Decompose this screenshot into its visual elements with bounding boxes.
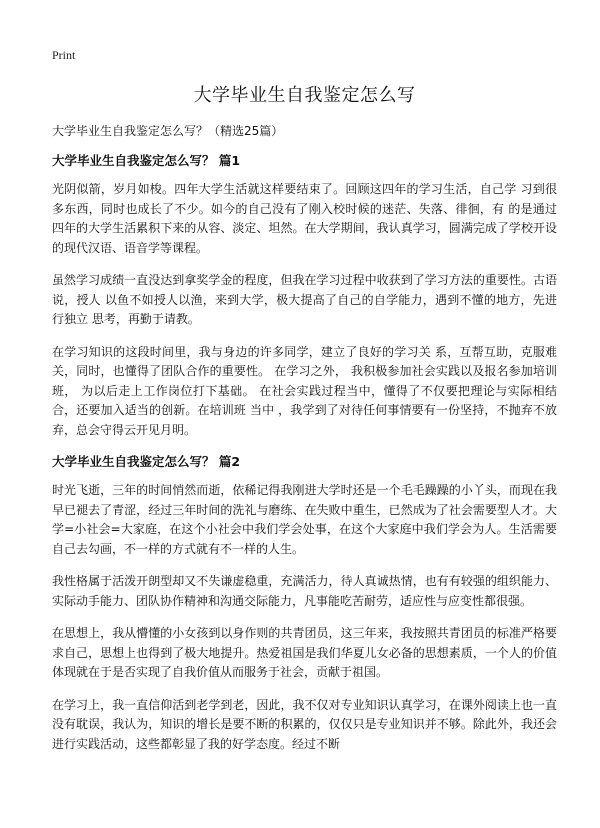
- section-heading: 大学毕业生自我鉴定怎么写？ 篇2: [52, 454, 241, 469]
- paragraph: 在学习上，我一直信仰活到老学到老，因此，我不仅对专业知识认真学习，在课外阅读上也一直没有耽误，我认为，知识的增长是要不断的积累的，仅仅只是专业知识并不够。除此外，我还会进行实践活动，这些都彰显了我的好学态度。经过不断: [52, 697, 557, 751]
- print-link[interactable]: Print: [52, 48, 76, 62]
- page-title: 大学毕业生自我鉴定怎么写: [193, 85, 416, 106]
- section-heading: 大学毕业生自我鉴定怎么写？ 篇1: [52, 153, 241, 168]
- section-2: [52, 453, 557, 754]
- paragraph: 我性格属于活泼开朗型却又不失谦虚稳重，充满活力，待人真诚热情，也有有较强的组织能力、实际动手能力、团队协作精神和沟通交际能力，凡事能吃苦耐劳，适应性与应变性都很强。: [52, 574, 557, 608]
- paragraph: 光阴似箭，岁月如梭。四年大学生活就这样要结束了。回顾这四年的学习生活，自己学 习到很多东西，同时也成长了不少。如今的自己没有了刚入校时候的迷茫、失落、徘徊，有 的是通过四年的大学生活累积下来的从容、淡定、坦然。在大学期间，我认真学习，圆满完成了学校开设的现代汉语、语音学等课程。: [52, 182, 557, 255]
- paragraph: 在思想上，我从懵懂的小女孩到以身作则的共青团员，这三年来，我按照共青团员的标准严格要求自己，思想上也得到了极大地提升。热爱祖国是我们华夏儿女必备的思想素质，一个人的价值体现就在于是否实现了自我价值从而服务于社会，贡献于祖国。: [52, 626, 557, 679]
- paragraph: 时光飞逝，三年的时间悄然而逝，依稀记得我刚进大学时还是一个毛毛躁躁的小丫头，而现在我早已褪去了青涩，经过三年时间的洗礼与磨练、在失败中重生，已然成为了社会需要型人才。大学=小社会=大家庭，在这个小社会中我们学会处事，在这个大家庭中我们学会为人。生活需要自己去勾画，不一样的方式就有不一样的人生。: [52, 483, 557, 556]
- paragraph: 虽然学习成绩一直没达到拿奖学金的程度，但我在学习过程中收获到了学习方法的重要性。古语说，授人 以鱼不如授人以渔，来到大学，极大提高了自己的自学能力，遇到不懂的地方，先进行独立 思考，再勤于请教。: [52, 273, 557, 326]
- document-subtitle: 大学毕业生自我鉴定怎么写？（精选25篇）: [52, 124, 284, 138]
- paragraph: 在学习知识的这段时间里，我与身边的许多同学，建立了良好的学习关 系，互帮互助，克服难关，同时，也懂得了团队合作的重要性。 在学习之外， 我积极参加社会实践以及报名参加培训班， 为以后走上工作岗位打下基础。 在社会实践过程当中，懂得了不仅要把理论与实际相结合，还要加入适当的创新。在培训班 当中 ，我学到了对待任何事情要有一份坚持，不抛弃不放弃，总会守得云开见月明。: [52, 344, 557, 437]
- section-1: [52, 152, 557, 440]
